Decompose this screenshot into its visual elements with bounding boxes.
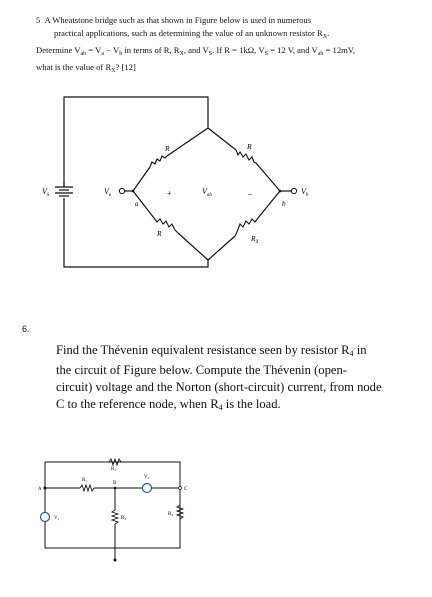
q5-l3a: Determine V xyxy=(36,45,81,55)
q6-l1a: Find the Thévenin equivalent resistance seen by resistor R xyxy=(56,343,350,357)
r3-label: R₃ xyxy=(121,516,127,521)
terminal-b xyxy=(291,188,296,193)
q5-l3b: = V xyxy=(86,45,102,55)
vs-label: $V_S$ xyxy=(42,187,50,198)
r-top-right-label: R xyxy=(247,142,252,151)
q5-l4-sub: X xyxy=(111,68,116,74)
rx-subscript: X xyxy=(322,34,328,40)
node-a-label-6: A xyxy=(38,487,42,492)
q5-l4a: what is the value of R xyxy=(36,62,112,72)
vab-label: $V_{ab}$ xyxy=(202,187,212,198)
q6-l4-sub: 4 xyxy=(218,403,223,412)
terminal-a xyxy=(119,188,124,193)
va-label: $V_a$ xyxy=(104,187,112,198)
r4-label: R₄ xyxy=(168,512,174,517)
q5-l3c: − V xyxy=(104,45,120,55)
node-b-label: b xyxy=(282,200,286,208)
question-5-text-2: practical applications, such as determining the value of an unknown resistor R xyxy=(54,28,323,38)
node-a-dot xyxy=(132,190,135,193)
vb-label: $V_b$ xyxy=(301,187,309,198)
q6-l4b: is the load. xyxy=(222,397,281,411)
q5-l3d: in terms of R, R xyxy=(122,45,180,55)
q5-l4b: ? [12] xyxy=(115,62,136,72)
question-6-number: 6. xyxy=(22,324,30,334)
q5-l3g: = 12 V, and V xyxy=(267,45,318,55)
q5-l3-sub-ab2: ab xyxy=(317,51,324,57)
q5-l3-sub-s: S xyxy=(208,51,213,57)
minus-sign: – xyxy=(248,189,252,198)
question-5-text-2-end: . xyxy=(327,28,330,38)
question-6 xyxy=(56,342,406,416)
q6-l1-sub: 4 xyxy=(349,349,354,358)
rx-label: $R_X$ xyxy=(251,234,259,245)
q6-l1b: in xyxy=(353,343,367,357)
question-6-line-4 xyxy=(56,396,406,416)
question-5-number: 5 xyxy=(36,15,41,25)
question-6-line-2: the circuit of Figure below. Compute the Thévenin (open- xyxy=(56,363,347,377)
q5-l3-sub-ab: ab xyxy=(80,51,87,57)
q5-l3-sub-b: b xyxy=(119,51,123,57)
q5-l3f: . If R = 1kΩ, V xyxy=(212,45,265,55)
v2-label: V₂ xyxy=(144,475,150,480)
node-a-label: a xyxy=(135,200,139,208)
q5-l3-sub-s2: S xyxy=(264,51,268,57)
question-6-line-1 xyxy=(56,342,406,362)
question-5-text-1: A Wheatstone bridge such as that shown in Figure below is used in numerous xyxy=(44,15,312,25)
q5-l3-sub-x: X xyxy=(179,51,184,57)
r2-label: R₂ xyxy=(111,467,117,472)
node-c-label-6: C xyxy=(184,487,188,492)
r-top-left-label: R xyxy=(165,144,170,153)
plus-sign: + xyxy=(167,189,172,198)
q5-l3e: , and V xyxy=(183,45,209,55)
q6-l4a: C to the reference node, when R xyxy=(56,397,219,411)
node-b-dot xyxy=(279,190,282,193)
v1-label: V₁ xyxy=(54,516,60,521)
q5-l3h: = 12mV, xyxy=(323,45,356,55)
resistor-top-left xyxy=(150,156,167,167)
r-bottom-left-label: R xyxy=(157,229,162,238)
question-6-line-3: circuit) voltage and the Norton (short-circuit) current, from node xyxy=(56,380,382,394)
node-b-label-6: B xyxy=(113,481,117,486)
resistor-top-right xyxy=(236,150,256,163)
r1-label: R₁ xyxy=(82,478,88,483)
q5-l3-sub-a: a xyxy=(101,51,105,57)
